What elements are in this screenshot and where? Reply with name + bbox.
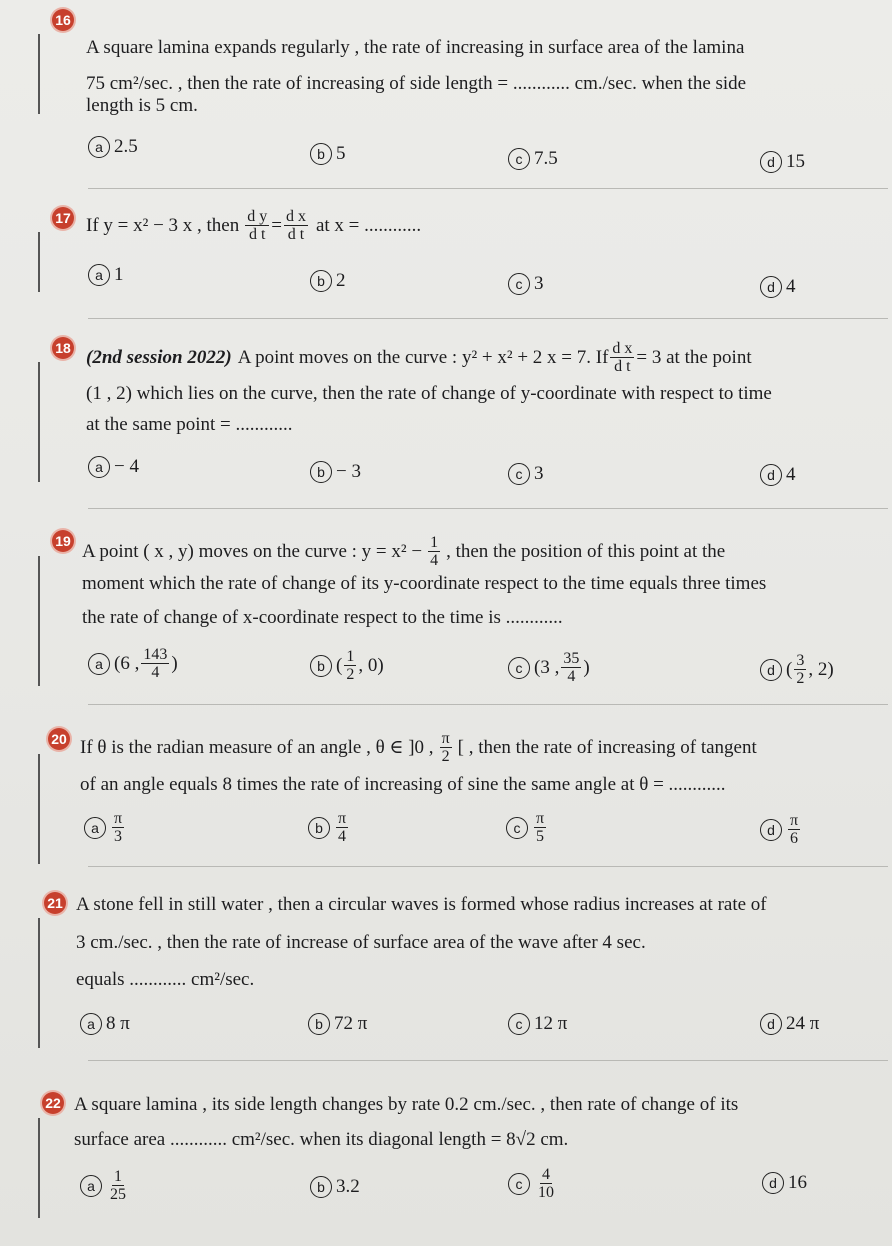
divider [88,1060,888,1061]
option-value: 3 [534,273,544,294]
question-text: If y = x² − 3 x , then [86,214,240,236]
option-label: a [88,653,110,675]
fraction: $\frac{143}{4}$ [143,646,168,681]
option-value: 7.5 [534,148,558,169]
question-text: If θ is the radian measure of an angle , θ ∈ ]0 , [80,736,434,758]
option-a[interactable]: a (6 , $\frac{143}{4}$ ) [88,646,178,681]
fraction: $\frac{\pi}{2}$ [441,730,450,765]
option-a[interactable] [84,810,126,845]
option-label: b [310,270,332,292]
question-number: 20 [48,728,70,750]
question-text-line: (1 , 2) which lies on the curve, then the rate of change of y-coordinate with respect to time [86,383,772,404]
option-d[interactable] [760,276,796,298]
question-text: , then the position of this point at the [446,540,726,562]
question-text-line: A stone fell in still water , then a circular waves is formed whose radius increases at rate of [76,894,767,915]
option-c[interactable] [508,463,544,485]
option-a[interactable] [88,456,139,478]
divider [88,704,888,705]
question-number: 18 [52,337,74,359]
option-label: c [506,817,528,839]
option-label: c [508,148,530,170]
question-bracket [38,362,40,482]
question-bracket [38,232,40,292]
fraction: $\frac{\pi}{4}$ [338,810,347,845]
fraction: $\frac{4}{10}$ [538,1166,554,1201]
divider [88,508,888,509]
option-a[interactable] [88,264,124,286]
question-text-line [82,534,725,569]
option-label: c [508,273,530,295]
question-bracket [38,918,40,1048]
question-text-line [86,208,421,243]
question-text-line: equals ............ cm²/sec. [76,969,255,990]
option-value: 4 [786,276,796,297]
fraction: $\frac{\text{d x}}{\text{d t}}$ [612,340,633,375]
option-c[interactable]: c (3 , $\frac{35}{4}$ ) [508,650,590,685]
option-label: c [508,463,530,485]
option-c[interactable] [508,148,558,170]
option-d[interactable]: d ( $\frac{3}{2}$ , 2) [760,652,834,687]
option-label: c [508,657,530,679]
question-number: 16 [52,9,74,31]
option-a[interactable] [88,136,138,158]
option-label: d [760,659,782,681]
question-number: 22 [42,1092,64,1114]
option-label: a [88,456,110,478]
option-value: 1 [114,264,124,285]
question-text-line: the rate of change of x-coordinate respect to the time is ............ [82,607,563,628]
question-text-line: of an angle equals 8 times the rate of increasing of sine the same angle at θ = ............ [80,774,726,795]
option-d[interactable] [760,464,796,486]
option-label: b [310,461,332,483]
option-value: 72 π [334,1013,368,1034]
option-b[interactable] [308,1013,367,1035]
question-text-line: surface area ............ cm²/sec. when its diagonal length = 8√2 cm. [74,1129,569,1150]
option-d[interactable] [760,812,802,847]
option-label: d [762,1172,784,1194]
option-label: b [308,1013,330,1035]
option-a[interactable] [80,1013,130,1035]
option-value: 2.5 [114,136,138,157]
option-c[interactable] [508,273,544,295]
question-text-line: at the same point = ............ [86,414,293,435]
option-a[interactable] [80,1168,130,1203]
option-value: 5 [336,143,346,164]
option-label: d [760,151,782,173]
question-text: = 3 at the point [636,346,752,368]
option-label: b [310,655,332,677]
option-label: d [760,276,782,298]
fraction: $\frac{3}{2}$ [796,652,805,687]
option-label: b [310,1176,332,1198]
question-bracket [38,1118,40,1218]
fraction: $\frac{1}{4}$ [430,534,439,569]
option-label: b [310,143,332,165]
fraction: $\frac{\text{d x}}{\text{d t}}$ [285,208,306,243]
option-value: 24 π [786,1013,820,1034]
question-text: A point ( x , y) moves on the curve : y = x² − [82,540,423,562]
option-value: 16 [788,1172,807,1193]
question-text-line: 75 cm²/sec. , then the rate of increasing of side length = ............ cm./sec. when the side [86,73,747,94]
option-label: a [88,136,110,158]
question-text: [ , then the rate of increasing of tangent [457,736,757,758]
option-value: 3.2 [336,1176,360,1197]
divider [88,318,888,319]
option-b[interactable]: b ( $\frac{1}{2}$ , 0) [310,648,384,683]
option-b[interactable] [310,461,361,483]
fraction: $\frac{\text{d y}}{\text{d t}}$ [247,208,268,243]
question-bracket [38,754,40,864]
option-c[interactable] [508,1013,567,1035]
option-c[interactable] [508,1166,558,1201]
fraction: $\frac{35}{4}$ [563,650,580,685]
option-label: d [760,1013,782,1035]
fraction: $\frac{\pi}{5}$ [536,810,545,845]
option-label: d [760,464,782,486]
option-label: b [308,817,330,839]
divider [88,866,888,867]
question-number: 19 [52,530,74,552]
question-text-line: A square lamina expands regularly , the rate of increasing in surface area of the lamina [86,37,745,58]
question-text: A point moves on the curve : y² + x² + 2 x = 7. If [237,346,609,368]
option-label: a [80,1175,102,1197]
option-b[interactable] [310,143,346,165]
option-value: − 3 [336,461,361,482]
question-text-line: moment which the rate of change of its y-coordinate respect to the time equals three times [82,573,767,594]
option-c[interactable] [506,810,548,845]
question-number: 21 [44,892,66,914]
option-value: − 4 [114,456,139,477]
option-label: a [88,264,110,286]
option-value: 3 [534,463,544,484]
divider [88,188,888,189]
option-label: c [508,1013,530,1035]
question-text-line: 3 cm./sec. , then the rate of increase of surface area of the wave after 4 sec. [76,932,646,953]
option-value: 2 [336,270,346,291]
question-text-line: length is 5 cm. [86,95,198,116]
question-text-line [80,730,757,765]
question-number: 17 [52,207,74,229]
fraction: $\frac{1}{25}$ [110,1168,126,1203]
option-d[interactable] [760,151,805,173]
question-text: at x = ............ [315,214,422,236]
fraction: $\frac{1}{2}$ [346,648,355,683]
option-value: 4 [786,464,796,485]
option-d[interactable] [760,1013,819,1035]
option-label: c [508,1173,530,1195]
session-label: (2nd session 2022) [86,346,232,368]
option-value: 8 π [106,1013,130,1034]
fraction: $\frac{\pi}{3}$ [114,810,123,845]
question-bracket [38,556,40,686]
option-value: 12 π [534,1013,568,1034]
option-b[interactable] [308,810,350,845]
option-d[interactable] [762,1172,807,1194]
option-value: 15 [786,151,805,172]
question-text-line: A square lamina , its side length changes by rate 0.2 cm./sec. , then rate of change of its [74,1094,739,1115]
question-text-line [86,340,752,375]
option-label: a [84,817,106,839]
fraction: $\frac{\pi}{6}$ [790,812,799,847]
question-bracket [38,34,40,114]
option-b[interactable] [310,1176,360,1198]
option-b[interactable] [310,270,346,292]
option-label: a [80,1013,102,1035]
equals-sign: = [271,214,282,236]
option-label: d [760,819,782,841]
